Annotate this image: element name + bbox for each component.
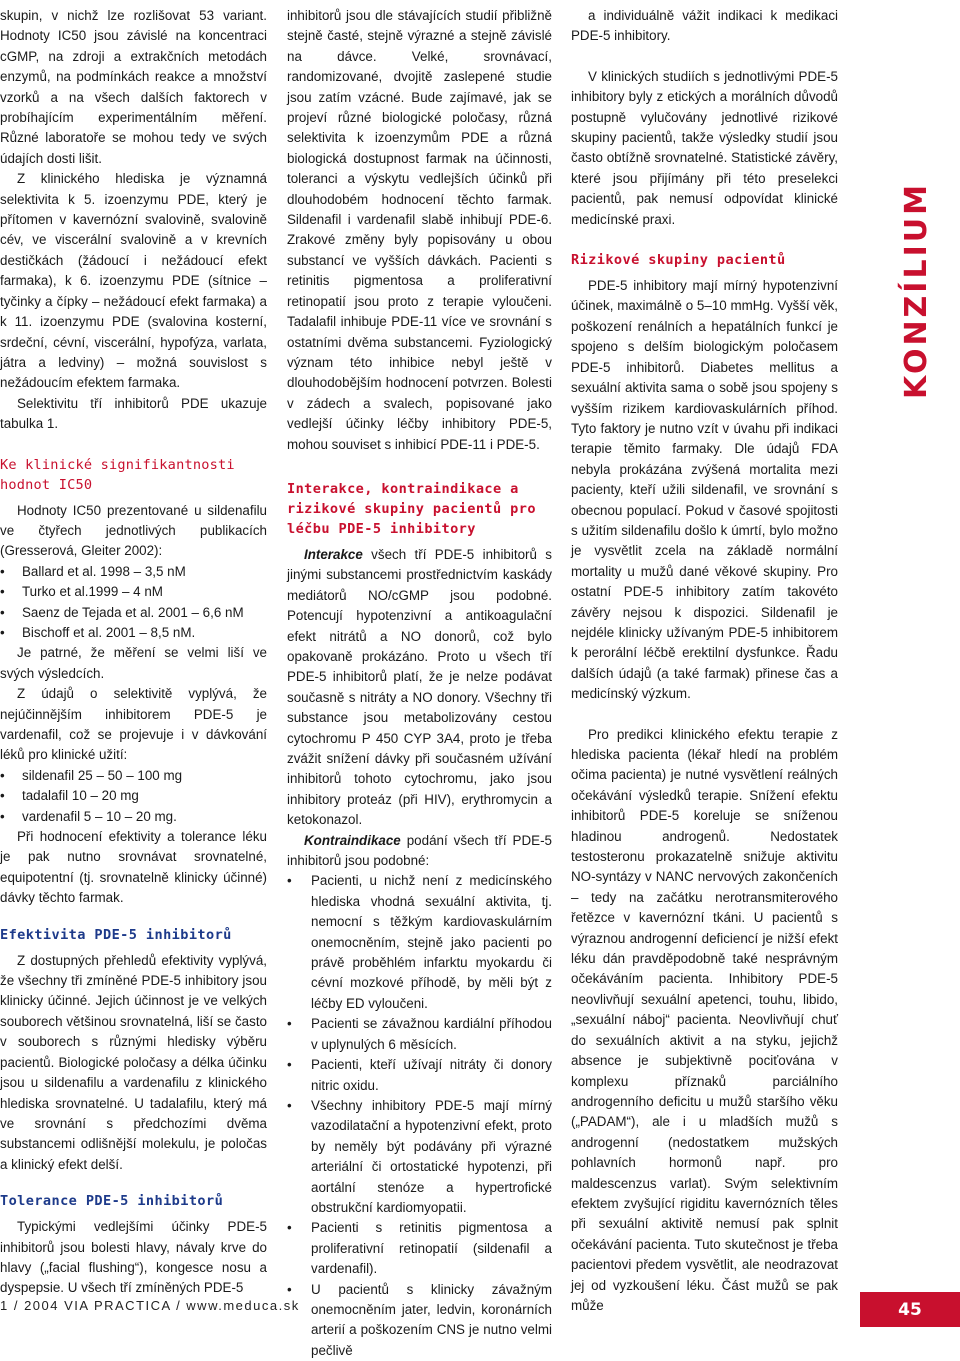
paragraph: Při hodnocení efektivity a tolerance léku je pak nutno srovnávat srovnatelné, equipotentní (tj. srovnatelně klinicky účinné) dávky těchto farmak. (0, 829, 267, 906)
list-item: • Saenz de Tejada et al. 2001 – 6,6 nM (0, 603, 267, 623)
list-item: • Pacienti, u nichž není z medicínského hlediska vhodná sexuální aktivita, tj. nemocní s těžkým kardiovaskulárním onemocněním, stejně jako pacienti po právě proběhlém infarktu myokardu či cévní mozkové příhodě, by měli být z léčby ED vyloučeni. (287, 871, 552, 1014)
paragraph: skupin, v nichž lze rozlišovat 53 variant. Hodnoty IC50 jsou závislé na koncentraci cGMP, na zdroji a extrakčních metodách enzymů, na podmínkách reakce a množství vzorků a na všech dalších faktorech v probíhajícím experimentálním měření. Různé laboratoře se mohou tedy ve svých údajích dosti lišit. (0, 8, 267, 166)
list-item: • Pacienti s retinitis pigmentosa a proliferativní retinopatií (sildenafil a vardenafil). (287, 1218, 552, 1279)
paragraph-lead: Kontraindikace (304, 832, 401, 848)
paragraph: Je patrné, že měření se velmi liší ve svých výsledcích. (0, 645, 267, 681)
column-2 (287, 6, 552, 1361)
paragraph (287, 831, 552, 872)
paragraph: Z dostupných přehledů efektivity vyplývá, že všechny tři zmíněné PDE-5 inhibitory jsou klinicky účinné. Jejich účinnost je ve velkých souborech většinou srovnatelná, liší se často v souborech s různými hledisky výběru pacientů. Biologické poločasy a délka účinku jsou u sildenafilu a vardenafilu z klinického hlediska srovnatelné. U tadalafilu, který má ve srovnání s předchozími dvěma substancemi odlišnější molekulu, je poločas a klinický efekt delší. (0, 952, 267, 1172)
section-label (896, 140, 936, 440)
citation-list (0, 562, 267, 644)
list-item: • vardenafil 5 – 10 – 20 mg. (0, 807, 267, 827)
section-heading: Interakce, kontraindikace a rizikové skupiny pacientů pro léčbu PDE-5 inhibitory (287, 480, 536, 537)
list-item: • U pacientů s klinicky závažným onemocněním jater, ledvin, koronárních arterií a poškozením CNS je nutno velmi pečlivě (287, 1280, 552, 1361)
paragraph: PDE-5 inhibitory mají mírný hypotenzivní účinek, maximálně o 5–10 mmHg. Vyšší věk, poškození renálních a hepatálních funkcí je spojeno s delším biologickým poločasem PDE-5 inhibitorů. Diabetes mellitus a sexuální aktivita sama o sobě jsou spojeny s vyšším rizikem kardiovaskulárních příhod. Tyto faktory je nutno vzít v úvahu při indikaci terapie těmito farmaky. Dle údajů FDA nebyla prokázána zvýšená mortalita mezi pacienty, kteří užili sildenafil, ve srovnání s obecnou populací. Pokud v časové spojitosti s užitím sildenafilu došlo k úmrtí, bylo možno je vysvětlit zcela na základě normální mortality u mužů dané věkové skupiny. Pro ostatní PDE-5 inhibitory zatím takovéto závěry nejsou k dispozici. Sildenafil je nejdéle klinicky užívaným PDE-5 inhibitorem k perorální léčbě erektilní dysfunkce. Řadu dalších údajů (a také farmak) přinese čas a medicínský výzkum. (571, 278, 838, 702)
paragraph-text: podání všech tří PDE-5 inhibitorů jsou podobné: (287, 832, 552, 869)
paragraph (287, 545, 552, 831)
paragraph: Typickými vedlejšími účinky PDE-5 inhibitorů jsou bolesti hlavy, návaly krve do hlavy („facial flushing“), kongesce nosu a dyspepsie. U všech tří zmíněných PDE-5 (0, 1219, 267, 1296)
list-item: • Ballard et al. 1998 – 3,5 nM (0, 562, 267, 582)
column-1 (0, 6, 267, 1299)
paragraph: inhibitorů jsou dle stávajících studií přibližně stejně časté, stejně výrazné a stejně závislé na dávce. Velké, srovnávací, randomizované, dvojitě zaslepené studie jsou zatím vzácné. Bude zajímavé, jak se projeví různé biologické poločasy, různá selektivita k izoenzymům PDE a různá biologická dostupnost farmak na účinnosti, toleranci a výskytu vedlejších účinků při dlouhodobém hodnocení těchto farmak. Sildenafil i vardenafil slabě inhibují PDE-6. Zrakové změny byly popisovány u obou substancí ve vyšších dávkách. Pacienti s retinitis pigmentosa a proliferativní retinopatií jsou proto z terapie vyloučeni. Tadalafil inhibuje PDE-11 více ve srovnání s ostatními dvěma substancemi. Fyziologický význam této inhibice nebyl ještě v dlouhodobějším hodnocení potvrzen. Bolesti v zádech a svalech, popisované jako vedlejší účinky léčby inhibitory PDE-5, mohou souviset s inhibicí PDE-11 i PDE-5. (287, 8, 552, 452)
section-heading: Tolerance PDE-5 inhibitorů (0, 1193, 224, 1210)
page-number: 45 (860, 1292, 960, 1327)
paragraph: Hodnoty IC50 prezentované u sildenafilu ve čtyřech jednotlivých publikacích (Gresserová, Gleiter 2002): (0, 502, 267, 559)
list-item: • Bischoff et al. 2001 – 8,5 nM. (0, 623, 267, 643)
paragraph-lead: Interakce (304, 546, 363, 562)
paragraph: Z klinického hlediska je významná selektivita k 5. izoenzymu PDE, který je přítomen v kavernózní svalovině, svalovině cév, ve viscerální svalovině a v krevních destičkách (žádoucí i nežádoucí efekt farmaka), k 6. izoenzymu PDE (sítnice – tyčinky a čípky – nežádoucí efekt farmaka) a k 11. izoenzymu PDE (svalovina kosterní, srdeční, cévní, viscerální, hypofýza, varlata, játra a ledviny) – možná souvislost s nežádoucím efektem farmaka. (0, 171, 267, 391)
paragraph: a individuálně vážit indikaci k medikaci PDE-5 inhibitory. (571, 8, 838, 44)
paragraph: V klinických studiích s jednotlivými PDE-5 inhibitory byly z etických a morálních důvodů postupně vylučovány jednotlivé rizikové skupiny pacientů, takže výsledky studií jsou často obtížně srovnatelné. Statistické závěry, které jsou přijímány při této preselekci pacientů, pak nemusí odpovídat klinické medicínské praxi. (571, 68, 838, 227)
list-item: • sildenafil 25 – 50 – 100 mg (0, 766, 267, 786)
list-item: • Turko et al.1999 – 4 nM (0, 582, 267, 602)
section-heading: Ke klinické signifikantnosti hodnot IC50 (0, 456, 235, 493)
paragraph: Pro predikci klinického efektu terapie z hlediska pacienta (lékař hledí na problém očima pacienta) je nutné vysvětlení reálných očekávání výsledků terapie. Snížení efektu inhibitorů PDE-5 koreluje se sníženou hladinou androgenů. Nedostatek testosteronu prokazatelně snižuje aktivitu NO-syntázy v NANC nervových zakončeních – tedy na začátku nerotransmiterového řetězce v kavernózní tkáni. U pacientů s výraznou androgenní deficiencí je nižší efekt léku dán pravděpodobně také nesprávným očekáváním pacienta. Inhibitory PDE-5 neovlivňují sexuální apetenci, touhu, libido, „sexuální náboj“ pacienta. Neovlivňují chuť do sexuálních aktivit a na styku, jejichž absence je subjektivně pociťována v komplexu příznaků parciálního androgenního deficitu u mužů staršího věku („PADAM“), ale i u mladších mužů s androgenní (nedostatkem mužských pohlavních hormonů např. pro maldescenzus varlat). Svým selektivním efektem zvyšující rigiditu kavernózních těles při sexuální aktivitě nemusí pak splnit očekávání pacienta. Tuto skutečnost je třeba pacientovi předem vysvětlit, ale neodrazovat jej od vyzkoušení léku. Část mužů se pak může (571, 726, 838, 1313)
footer: 1 / 2004 VIA PRACTICA / www.meduca.sk (0, 1298, 300, 1313)
paragraph-text: všech tří PDE-5 inhibitorů s jinými substancemi prostřednictvím kaskády mediátorů NO/cGMP jsou podobné. Potencují hypotenzivní a antikoagulační efekt nitrátů a NO donorů, což bylo opakovaně prokázáno. Proto u všech tří PDE-5 inhibitorů platí, že je nelze podávat současně s nitráty a NO donory. Všechny tři substance jsou metabolizovány cestou cytochromu P 450 CYP 3A4, proto je třeba zvážit snížení dávky při současném užívání inhibitorů tohoto cytochromu, jako jsou inhibitory proteáz (při HIV), erythromycin a ketokonazol. (287, 546, 552, 828)
list-item: • Pacienti, kteří užívají nitráty či donory nitric oxidu. (287, 1055, 552, 1096)
list-item: • Pacienti se závažnou kardiální příhodou v uplynulých 6 měsících. (287, 1014, 552, 1055)
dosage-list (0, 766, 267, 827)
column-3 (571, 6, 838, 1316)
paragraph: Z údajů o selektivitě vyplývá, že nejúčinnějším inhibitorem PDE-5 je vardenafil, což se projevuje i v dávkování léků pro klinické užití: (0, 686, 267, 763)
list-item: • tadalafil 10 – 20 mg (0, 786, 267, 806)
section-heading: Rizikové skupiny pacientů (571, 252, 786, 269)
list-item: • Všechny inhibitory PDE-5 mají mírný vazodilatační a hypotenzivní efekt, proto by neměly být podávány při výrazné arteriální či ortostatické hypotenzi, při aortální stenóze a hypertrofické obstrukční kardiomyopatii. (287, 1096, 552, 1218)
paragraph: Selektivitu tří inhibitorů PDE ukazuje tabulka 1. (0, 395, 267, 432)
contraindication-list (287, 871, 552, 1361)
section-heading: Efektivita PDE-5 inhibitorů (0, 926, 232, 943)
section-label-text: KONZÍLIUM (898, 181, 934, 399)
